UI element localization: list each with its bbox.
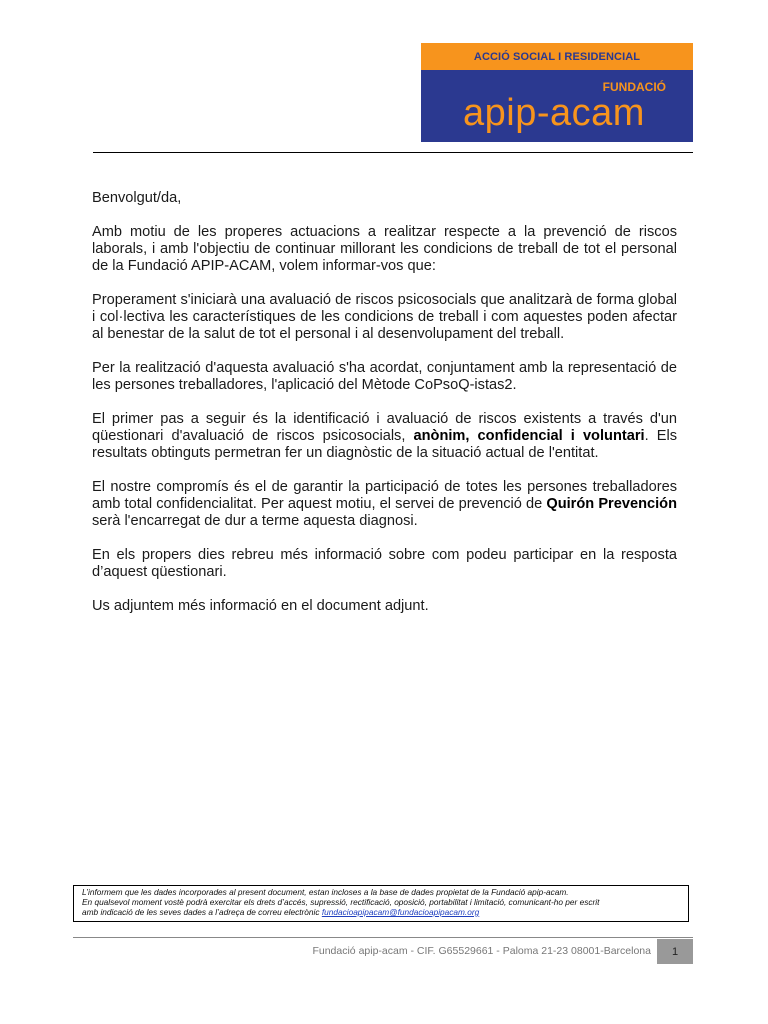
paragraph-4-emphasis: anònim, confidencial i voluntari xyxy=(413,428,645,444)
header-divider xyxy=(93,152,693,153)
paragraph-7: Us adjuntem més informació en el document adjunt. xyxy=(92,598,429,614)
paragraph-3: Per la realització d'aquesta avaluació s'ha acordat, conjuntament amb la representació de les persones treballadores, l'aplicació del Mètode CoPsoQ-istas2. xyxy=(92,360,677,393)
letter-body xyxy=(92,190,677,632)
privacy-notice-line-1: L’informem que les dades incorporades al present document, estan incloses a la base de dades propietat de la Fundació apip-acam. xyxy=(82,887,569,897)
logo-tagline-bar xyxy=(421,43,693,70)
privacy-notice-line-3 xyxy=(82,907,688,917)
paragraph-6: En els propers dies rebreu més informació sobre com podeu participar en la resposta d’aquest qüestionari. xyxy=(92,547,677,580)
paragraph-5 xyxy=(92,479,677,530)
paragraph-5-emphasis: Quirón Prevención xyxy=(546,496,678,512)
privacy-notice-line-2: En qualsevol moment vostè podrà exercitar els drets d’accés, supressió, rectificació, oposició, portabilitat i limitació, comunicant-ho per escrit xyxy=(82,897,600,907)
footer-address: Fundació apip-acam - CIF. G65529661 - Paloma 21-23 08001-Barcelona xyxy=(312,945,651,957)
footer-divider xyxy=(73,937,693,938)
privacy-email-link[interactable]: fundacioapipacam@fundacioapipacam.org xyxy=(321,907,480,917)
paragraph-5-start: El nostre compromís és el de garantir la participació de totes les persones treballadores amb total confidencialitat. Per aquest motiu, el servei de prevenció de xyxy=(92,479,677,512)
page-number: 1 xyxy=(657,939,693,964)
privacy-notice xyxy=(73,885,689,922)
logo-tagline: ACCIÓ SOCIAL I RESIDENCIAL xyxy=(473,50,641,63)
paragraph-4-start: El primer pas a seguir és la identificació i avaluació de riscos existents a través d'un qüestionari d'avaluació de riscos psicosocials, xyxy=(92,411,677,444)
paragraph-4-end: . Els resultats obtinguts permetran fer un diagnòstic de la situació actual de l'entitat. xyxy=(92,428,678,461)
logo xyxy=(421,43,693,142)
logo-name-block xyxy=(421,70,693,142)
greeting: Benvolgut/da, xyxy=(92,190,182,206)
logo-fundacio: FUNDACIÓ xyxy=(602,80,666,94)
paragraph-2: Properament s'iniciarà una avaluació de riscos psicosocials que analitzarà de forma global i col·lectiva les característiques de les condicions de treball i com aquestes poden afectar al benestar de la salut de tot el personal i al desenvolupament del treball. xyxy=(92,292,677,342)
paragraph-4 xyxy=(92,411,677,462)
privacy-notice-line-3-text: amb indicació de les seves dades a l’adreça de correu electrònic xyxy=(82,907,322,917)
paragraph-1: Amb motiu de les properes actuacions a realitzar respecte a la prevenció de riscos laborals, i amb l'objectiu de continuar millorant les condicions de treball de tot el personal de la Fundació APIP-ACAM, volem informar-vos que: xyxy=(92,224,677,274)
logo-name: apip-acam xyxy=(463,92,645,134)
paragraph-5-end: serà l'encarregat de dur a terme aquesta diagnosi. xyxy=(92,513,418,529)
